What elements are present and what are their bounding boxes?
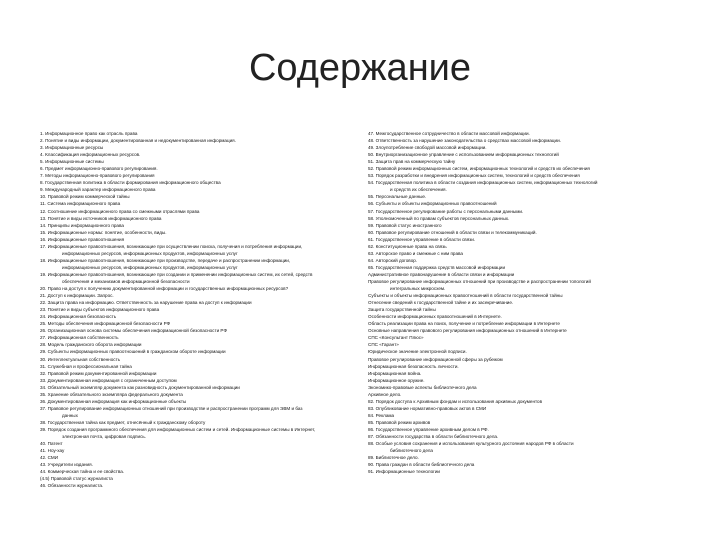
toc-entry-text: 63. Авторское право и смежные с ним права <box>368 250 463 256</box>
toc-entry-text: (4.5) Правовой статус журналиста <box>40 476 113 482</box>
toc-entry-text: 52. Правовой режим информационных систем, информационных технологий и средств их обеспечения <box>368 166 590 172</box>
toc-entry <box>368 440 708 454</box>
toc-entry <box>368 454 708 461</box>
toc-entry <box>40 356 375 363</box>
toc-entry <box>40 320 375 327</box>
toc-entry <box>368 341 708 348</box>
toc-entry <box>40 236 375 243</box>
toc-entry-text: Информационная война. <box>368 370 422 376</box>
toc-entry-text: 12. Соотношение информационного права со смежными отраслями права <box>40 208 200 214</box>
toc-entry <box>40 172 375 179</box>
page-title: Содержание <box>248 47 472 89</box>
toc-entry-text: 6. Предмет информационно-правового регулирования. <box>40 166 158 172</box>
toc-entry-continuation: информационных ресурсов, информационных продуктов, информационных услуг <box>62 264 238 270</box>
toc-entry-text: 13. Понятие и виды источников информационного права <box>40 215 162 221</box>
toc-entry <box>368 193 708 200</box>
toc-entry-continuation: электронная почта, цифровая подпись. <box>62 434 147 440</box>
toc-entry-text: 27. Информационная собственность <box>40 335 119 341</box>
toc-entry <box>368 144 708 151</box>
toc-entry <box>40 306 375 313</box>
toc-entry <box>368 130 708 137</box>
toc-entry-text: 65. Государственная поддержка средств массовой информации <box>368 264 506 270</box>
toc-entry <box>368 433 708 440</box>
toc-entry-text: 89. Библиотечное дело. <box>368 455 419 461</box>
toc-entry <box>368 363 708 370</box>
toc-entry <box>368 172 708 179</box>
toc-entry <box>40 405 375 419</box>
toc-entry <box>368 264 708 271</box>
toc-entry-text: Правовое регулирование информационных отношений при производстве и распространении топологий <box>368 278 591 284</box>
toc-entry-text: 14. Принципы информационного права <box>40 222 124 228</box>
toc-entry <box>368 243 708 250</box>
toc-entry-text: 41. Ноу-хау <box>40 448 65 454</box>
toc-entry <box>368 208 708 215</box>
toc-entry-text: 29. Субъекты информационных правоотношений в гражданском обороте информации <box>40 349 226 355</box>
toc-entry <box>40 391 375 398</box>
toc-entry <box>40 193 375 200</box>
toc-entry-text: 61. Государственное управление в области связи. <box>368 236 476 242</box>
toc-entry-text: 82. Порядок доступа к Архивным фондам и использования архивных документов <box>368 398 543 404</box>
toc-entry-text: 32. Правовой режим документированной информации <box>40 370 157 376</box>
toc-entry-text: 58. Уполномоченный по правам субъектов персональных данных. <box>368 215 510 221</box>
toc-entry-text: 35. Хранение обязательного экземпляра федерального документа <box>40 391 183 397</box>
toc-entry-text: 56. Субъекты и объекты информационных правоотношений <box>368 201 497 207</box>
toc-entry-text: 20. Право на доступ к получению документированной информации и государственных информационных ресурсов? <box>40 286 289 292</box>
toc-entry-text: 50. Внутриорганизационное управление с использованием информационных технологий <box>368 152 559 158</box>
toc-entry-text: Юридическое значение электронной подписи. <box>368 349 467 355</box>
toc-entry-text: СПС «Гарант» <box>368 342 399 348</box>
toc-entry-text: 48. Ответственность за нарушение законодательства о средствах массовой информации. <box>368 138 561 144</box>
toc-entry-text: Административное правонарушение в области связи и информации <box>368 271 515 277</box>
toc-entry-text: Отнесение сведений к государственной тайне и их засекречивание. <box>368 300 514 306</box>
toc-entry-text: 11. Система информационного права <box>40 201 121 207</box>
toc-entry <box>40 137 375 144</box>
toc-entry-text: 90. Права граждан в области библиотечного дела <box>368 462 475 468</box>
toc-entry <box>368 405 708 412</box>
toc-entry-text: 57. Государственное регулирование работы с персональными данными. <box>368 208 524 214</box>
toc-entry <box>368 419 708 426</box>
toc-entry-text: 43. Учредители издания. <box>40 462 93 468</box>
toc-entry-text: 47. Межгосударственное сотрудничество в области массовой информации. <box>368 131 530 136</box>
toc-entry-text: 1. Информационное право как отрасль права <box>40 131 138 136</box>
toc-entry-text: 44. Коммерческая тайна и ее свойства. <box>40 469 125 475</box>
toc-entry <box>368 292 708 299</box>
toc-entry <box>368 278 708 292</box>
toc-entry-text: Информационное оружие. <box>368 377 425 383</box>
toc-entry <box>40 222 375 229</box>
toc-entry-text: 17. Информационные правоотношения, возникающие при осуществлении поиска, получения и потребления информации, <box>40 243 303 249</box>
toc-entry-continuation: интегральных микросхем. <box>390 286 446 292</box>
contents-column-left <box>40 130 375 489</box>
toc-entry-text: Особенности информационных правоотношений в Интернете. <box>368 314 502 320</box>
toc-entry <box>368 257 708 264</box>
toc-entry-text: 23. Понятие и виды субъектов информационного права <box>40 307 160 313</box>
toc-entry <box>40 313 375 320</box>
toc-entry <box>40 130 375 137</box>
toc-entry <box>40 384 375 391</box>
toc-entry-text: Архивное дело. <box>368 391 402 397</box>
toc-entry <box>40 398 375 405</box>
toc-entry <box>40 243 375 257</box>
toc-entry <box>40 447 375 454</box>
toc-entry-text: 19. Информационные правоотношения, возникающие при создании и применении информационных систем, их сетей, средств <box>40 271 313 277</box>
toc-entry <box>40 257 375 271</box>
toc-entry-text: 62. Конституционные права на связь <box>368 243 447 249</box>
toc-entry <box>40 200 375 207</box>
toc-entry-text: 30. Интеллектуальная собственность <box>40 356 121 362</box>
toc-entry <box>368 377 708 384</box>
toc-entry-text: 2. Понятие и виды информации, документированная и недокументированная информация. <box>40 138 236 144</box>
toc-entry-text: 59. Правовой статус иностранного <box>368 222 442 228</box>
toc-entry <box>368 426 708 433</box>
toc-entry-text: 64. Авторский договор. <box>368 257 418 263</box>
contents-column-right <box>368 130 708 475</box>
toc-entry <box>40 299 375 306</box>
toc-entry <box>40 215 375 222</box>
toc-entry-text: 42. СМИ <box>40 455 59 461</box>
toc-entry-text: 37. Правовое регулирование информационных отношений при производстве и распространении программ для ЭВМ и баз <box>40 405 303 411</box>
toc-entry-text: 55. Персональные данные. <box>368 194 427 200</box>
toc-entry <box>368 348 708 355</box>
toc-entry-text: Субъекты и объекты информационных правоотношений в области государственной тайны <box>368 293 563 299</box>
toc-entry-text: 36. Документированная информация как информационные объекты <box>40 398 187 404</box>
toc-entry-text: 22. Защита права на информацию. Ответственность за нарушение права на доступ к информации <box>40 300 252 306</box>
toc-entry-text: СПС «Консультант Плюс» <box>368 335 424 341</box>
toc-entry-text: 10. Правовой режим коммерческой тайны <box>40 194 130 200</box>
toc-entry-text: 60. Правовое регулирование отношений в области связи и телекоммуникаций. <box>368 229 537 235</box>
toc-entry-text: 54. Государственная политика в области создания информационных систем, информационных технологий <box>368 180 598 186</box>
toc-entry <box>368 250 708 257</box>
toc-entry <box>368 356 708 363</box>
toc-entry <box>368 215 708 222</box>
toc-entry-text: Правовое регулирование информационной сферы за рубежом <box>368 356 503 362</box>
toc-entry-text: 39. Порядок создания программного обеспечения для информационных систем и сетей. Информационные системы в Интернет, <box>40 426 316 432</box>
toc-entry <box>368 299 708 306</box>
toc-entry <box>40 363 375 370</box>
toc-entry-text: 83. Опубликование нормативно-правовых актов в СМИ <box>368 405 487 411</box>
toc-entry <box>40 370 375 377</box>
toc-entry <box>368 229 708 236</box>
toc-entry-text: 84. Реклама <box>368 412 395 418</box>
toc-entry-text: 91. Информационные технологии <box>368 469 440 475</box>
toc-entry <box>40 292 375 299</box>
toc-entry-text: 31. Служебная и профессиональная тайна <box>40 363 132 369</box>
toc-entry <box>40 454 375 461</box>
toc-entry <box>368 391 708 398</box>
toc-entry-text: 3. Информационные ресурсы <box>40 145 104 151</box>
toc-entry <box>368 151 708 158</box>
toc-entry <box>40 285 375 292</box>
toc-entry-text: 8. Государственная политика в области формирования информационного общества <box>40 180 221 186</box>
toc-entry-text: 38. Государственная тайна как предмет, отнесённый к гражданскому обороту <box>40 419 206 425</box>
toc-entry-text: Экономико-правовые аспекты библиотечного дела <box>368 384 477 390</box>
toc-entry-text: 21. Доступ к информации. Запрос. <box>40 293 114 299</box>
toc-entry <box>368 200 708 207</box>
toc-entry <box>40 348 375 355</box>
toc-entry <box>40 179 375 186</box>
toc-entry <box>368 165 708 172</box>
toc-entry <box>368 271 708 278</box>
toc-entry <box>40 144 375 151</box>
toc-entry <box>368 334 708 341</box>
toc-entry <box>368 320 708 327</box>
toc-entry <box>40 426 375 440</box>
toc-entry <box>40 165 375 172</box>
toc-entry <box>368 179 708 193</box>
toc-entry <box>40 468 375 475</box>
toc-entry-text: 85. Правовой режим архивов <box>368 419 431 425</box>
toc-entry <box>368 468 708 475</box>
toc-entry <box>40 158 375 165</box>
toc-entry <box>368 137 708 144</box>
toc-entry-continuation: обеспечения и механизмов информационной безопасности <box>62 278 190 284</box>
toc-entry <box>40 482 375 489</box>
toc-entry-text: Основные направления правового регулирования информационных отношений в Интернете <box>368 328 567 334</box>
toc-entry <box>40 475 375 482</box>
toc-entry <box>40 327 375 334</box>
toc-entry-continuation: библиотечного дела <box>390 448 433 454</box>
toc-entry <box>40 440 375 447</box>
toc-entry <box>40 461 375 468</box>
toc-entry-continuation: и средств их обеспечения. <box>390 187 447 193</box>
toc-entry <box>40 419 375 426</box>
toc-entry-text: 26. Организационная основа системы обеспечения информационной безопасности РФ <box>40 328 227 334</box>
toc-entry <box>368 398 708 405</box>
toc-entry-continuation: данных <box>62 412 78 418</box>
toc-entry <box>40 271 375 285</box>
toc-entry-text: 33. Документированная информация с ограниченным доступом <box>40 377 177 383</box>
toc-entry-text: 18. Информационные правоотношения, возникающие при производстве, передаче и распространении информации, <box>40 257 291 263</box>
toc-entry-continuation: информационных ресурсов, информационных продуктов, информационных услуг <box>62 250 238 256</box>
toc-entry <box>368 306 708 313</box>
toc-entry <box>368 327 708 334</box>
toc-entry-text: 86. Государственное управление архивным делом в РФ. <box>368 426 489 432</box>
toc-entry-text: 88. Особые условия сохранения и использования культурного достояния народов РФ в области <box>368 441 574 447</box>
toc-entry-text: 24. Информационная безопасность <box>40 314 117 320</box>
toc-entry <box>368 158 708 165</box>
toc-entry <box>40 377 375 384</box>
toc-entry <box>40 334 375 341</box>
toc-entry-text: 4. Классификация информационных ресурсов. <box>40 152 141 158</box>
toc-entry-text: 28. Модель гражданского оборота информации <box>40 342 142 348</box>
toc-entry <box>40 208 375 215</box>
toc-entry-text: 5. Информационные системы <box>40 159 104 165</box>
toc-entry-text: Защита государственной тайны <box>368 307 436 313</box>
toc-entry <box>40 151 375 158</box>
toc-entry-text: 15. Информационные нормы: понятие, особенности, виды. <box>40 229 167 235</box>
toc-entry-text: Информационная безопасность личности. <box>368 363 459 369</box>
toc-entry <box>368 222 708 229</box>
toc-entry <box>40 186 375 193</box>
toc-entry-text: 7. Методы информационно-правового регулирования <box>40 173 155 179</box>
toc-entry-text: 40. Патент <box>40 441 63 447</box>
toc-entry-text: 25. Методы обеспечения информационной безопасности РФ <box>40 321 171 327</box>
toc-entry <box>368 370 708 377</box>
toc-entry-text: 87. Обязанности государства в области библиотечного дела. <box>368 434 499 440</box>
toc-entry <box>368 313 708 320</box>
toc-entry <box>368 236 708 243</box>
toc-entry <box>368 461 708 468</box>
toc-entry <box>40 341 375 348</box>
toc-entry-text: 53. Порядок разработки и внедрения информационных систем, технологий и средств обеспечения <box>368 173 580 179</box>
toc-entry <box>368 412 708 419</box>
toc-entry <box>368 384 708 391</box>
toc-entry-text: Область реализации права на поиск, получение и потребление информации в Интернете <box>368 321 560 327</box>
toc-entry-text: 34. Обязательный экземпляр документа как разновидность документированной информации <box>40 384 240 390</box>
toc-entry-text: 16. Информационные правоотношения <box>40 236 125 242</box>
toc-entry <box>40 229 375 236</box>
toc-entry-text: 49. Злоупотребление свободой массовой информации. <box>368 145 487 151</box>
toc-entry-text: 46. Обязанности журналиста. <box>40 483 104 489</box>
toc-entry-text: 9. Международный характер информационного права <box>40 187 156 193</box>
toc-entry-text: 51. Защита прав на коммерческую тайну <box>368 159 456 165</box>
